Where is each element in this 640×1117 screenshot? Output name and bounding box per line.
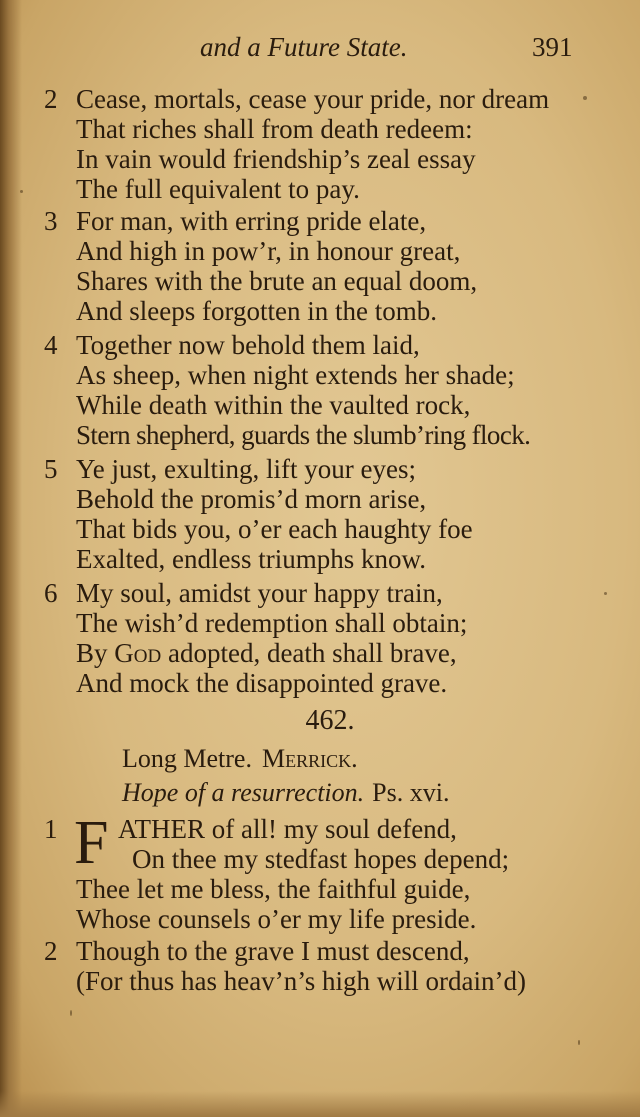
meter: Long Metre.	[122, 744, 252, 773]
verse-line: In vain would friendship’s zeal essay	[76, 144, 476, 174]
page-bottom-edge	[0, 1091, 640, 1117]
verse-line: Together now behold them laid,	[76, 330, 420, 360]
hymn-meter-line	[122, 744, 358, 774]
verse-line: Stern shepherd, guards the slumb’ring flock.	[76, 420, 531, 450]
paper-speck	[578, 1040, 580, 1045]
page-gutter	[0, 0, 22, 1117]
verse-line-god	[76, 638, 457, 669]
hymn-number: 462.	[305, 705, 355, 736]
verse-line: On thee my stedfast hopes depend;	[132, 844, 510, 874]
verse-line: Cease, mortals, cease your pride, nor dream	[76, 84, 550, 114]
verse-line: And sleeps forgotten in the tomb.	[76, 296, 437, 326]
page-number: 391	[532, 32, 573, 62]
verse-line: The full equivalent to pay.	[76, 174, 360, 204]
god-smallcaps: God	[114, 638, 162, 668]
stanza-number: 6	[44, 578, 58, 608]
verse-line: That bids you, o’er each haughty foe	[76, 514, 473, 544]
hymn-subject-line	[122, 778, 449, 808]
verse-line: Ye just, exulting, lift your eyes;	[76, 454, 416, 484]
running-header	[0, 30, 640, 70]
stanza-number: 2	[44, 84, 58, 114]
verse-line: And mock the disappointed grave.	[76, 668, 448, 698]
text-before: By	[76, 638, 115, 668]
verse-line: While death within the vaulted rock,	[76, 390, 471, 420]
verse-line: And high in pow’r, in honour great,	[76, 236, 461, 266]
paper-speck	[20, 190, 23, 193]
author: Merrick.	[261, 744, 358, 773]
verse-line: Though to the grave I must descend,	[76, 936, 470, 966]
verse-line: That riches shall from death redeem:	[76, 114, 473, 144]
stanza-number: 5	[44, 454, 58, 484]
verse-line: (For thus has heav’n’s high will ordain’d)	[76, 966, 526, 996]
verse-line: As sheep, when night extends her shade;	[76, 360, 515, 390]
verse-line: Whose counsels o’er my life preside.	[76, 904, 477, 934]
verse-line: Exalted, endless triumphs know.	[76, 544, 426, 574]
paper-speck	[604, 592, 607, 595]
verse-line: Shares with the brute an equal doom,	[76, 266, 478, 296]
verse-line: Behold the promis’d morn arise,	[76, 484, 427, 514]
paper-speck	[583, 96, 587, 100]
hymn-subject: Hope of a resurrection.	[122, 778, 365, 807]
scripture-reference: Ps. xvi.	[372, 778, 450, 807]
text-after: adopted, death shall brave,	[161, 638, 457, 668]
verse-line: The wish’d redemption shall obtain;	[76, 608, 468, 638]
drop-cap: F	[74, 809, 109, 877]
stanza-number: 3	[44, 206, 58, 236]
verse-line: My soul, amidst your happy train,	[76, 578, 443, 608]
stanza-number: 4	[44, 330, 58, 360]
paper-speck	[70, 1010, 72, 1016]
stanza-number: 2	[44, 936, 58, 966]
running-title: and a Future State.	[200, 32, 408, 62]
verse-line: For man, with erring pride elate,	[76, 206, 427, 236]
verse-line: ATHER of all! my soul defend,	[118, 814, 457, 844]
stanza-number: 1	[44, 814, 58, 844]
verse-line: Thee let me bless, the faithful guide,	[76, 874, 471, 904]
